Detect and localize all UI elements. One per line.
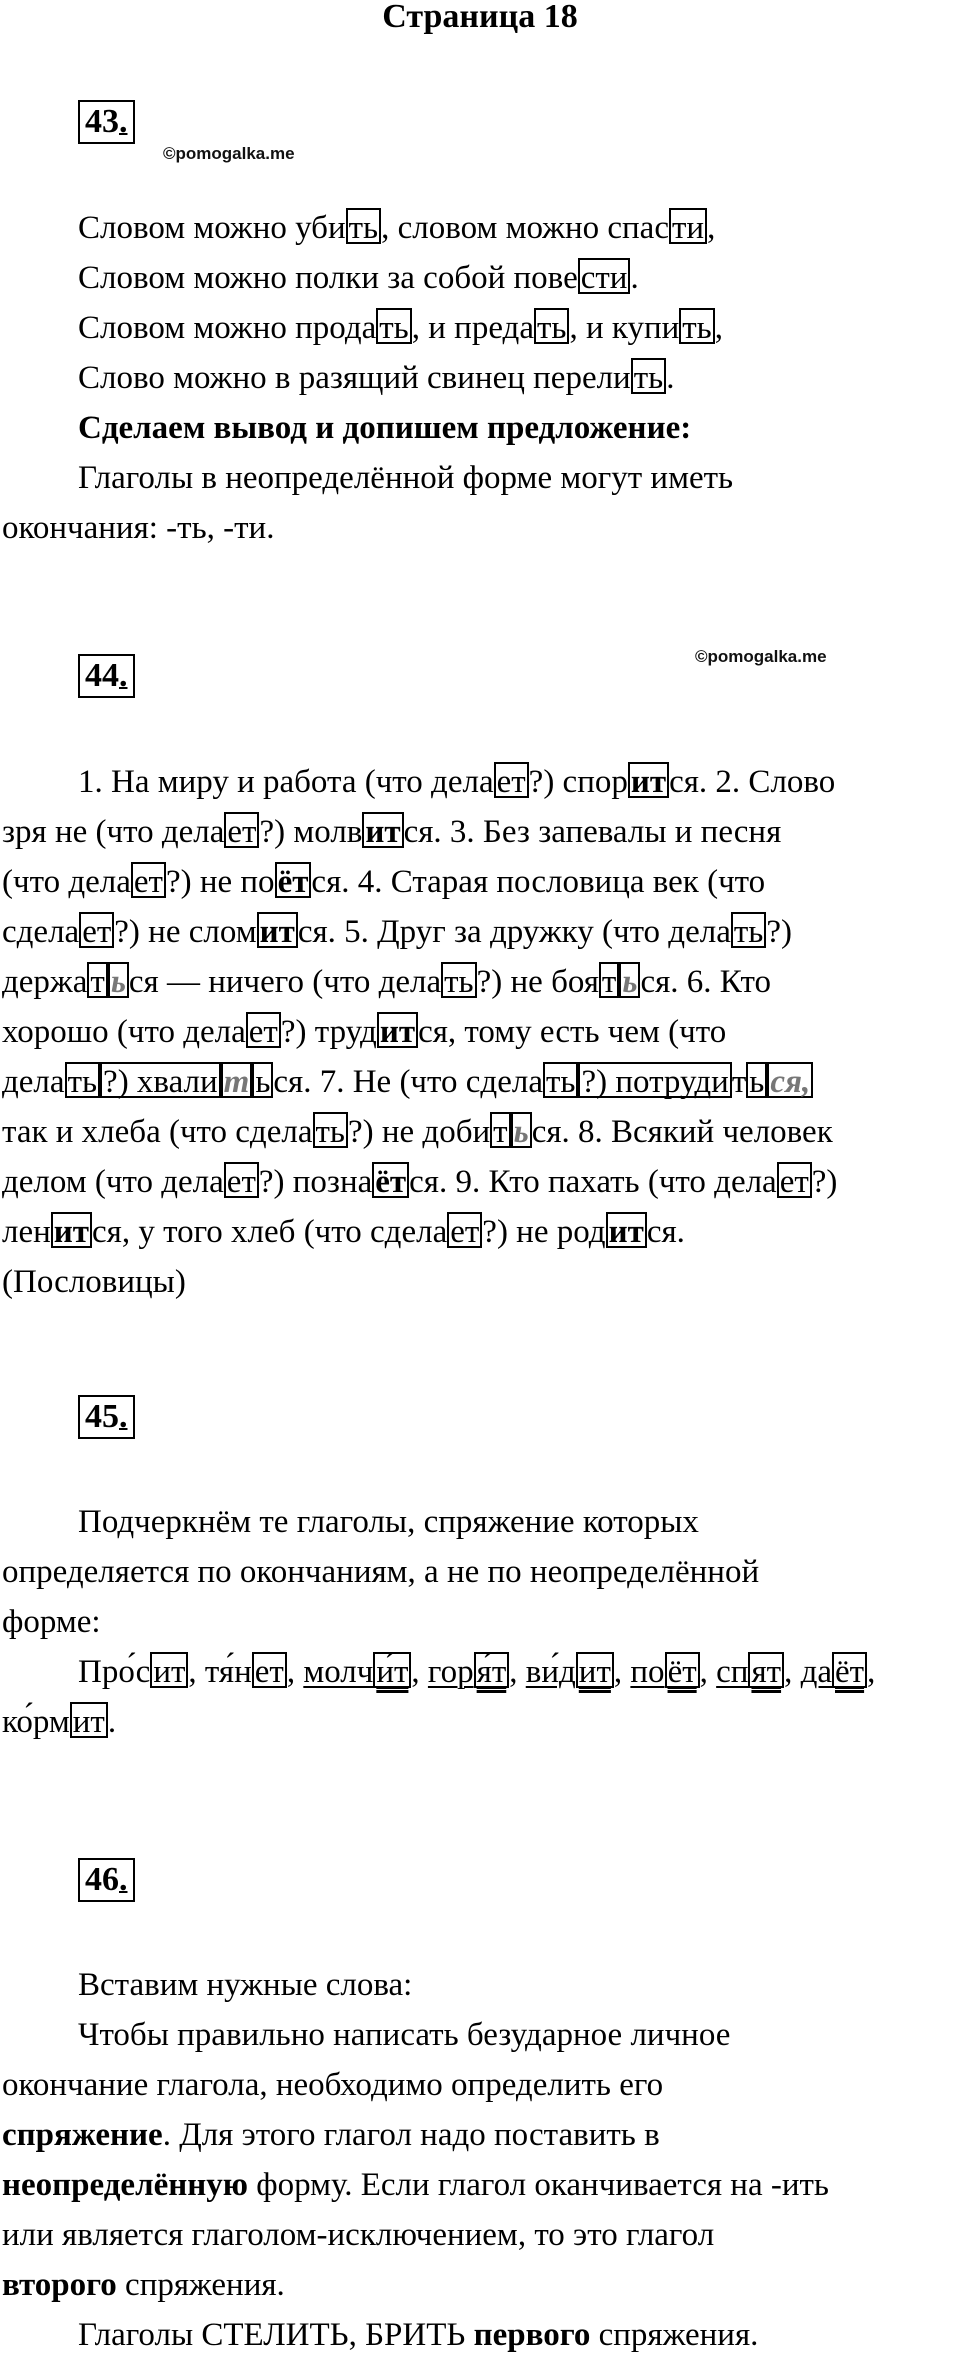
text: Глаголы СТЕЛИТЬ, БРИТЬ — [78, 2317, 474, 2353]
ending-box: ет — [246, 1012, 281, 1048]
ex46-line: окончание глагола, необходимо определить его — [2, 2067, 664, 2103]
proverb-line — [2, 1257, 186, 1307]
bold-term: спряжение — [2, 2117, 163, 2153]
text: ?) не доби — [347, 1114, 491, 1150]
text: Слово можно в разящий свинец перели — [78, 360, 631, 396]
bold-term: неопределённую — [2, 2167, 248, 2203]
punct: . — [107, 1704, 117, 1740]
text: хорошо (что дела — [2, 1014, 246, 1050]
ending-box: ть — [65, 1062, 100, 1098]
poem-line — [78, 353, 674, 403]
verb — [716, 1654, 784, 1690]
verb-stem: гор — [427, 1654, 474, 1690]
ending-box: ёт — [832, 1652, 867, 1688]
text: ся. 3. Без запевалы и песня — [403, 814, 782, 850]
punct: , — [784, 1654, 801, 1690]
ending-box: ь — [746, 1062, 767, 1098]
punct: , — [509, 1654, 526, 1690]
verb — [801, 1654, 868, 1690]
watermark: ©pomogalka.me — [695, 647, 827, 666]
ex46-line — [2, 2110, 660, 2160]
page-title: Страница 18 — [382, 0, 578, 35]
text: (что дела — [2, 864, 131, 900]
ex46-line: или является глаголом-исключением, то это глагол — [2, 2217, 715, 2253]
ending-box: ?) хвали — [100, 1062, 221, 1098]
verb-stem: сп — [716, 1654, 749, 1690]
text: ся. 7. Не (что сдела — [273, 1064, 543, 1100]
ex45-line: Подчеркнём те глаголы, спряжение которых — [78, 1504, 699, 1540]
soft-sign-box: ь — [619, 962, 640, 998]
text: ?) — [811, 1164, 838, 1200]
ex46-intro: Вставим нужные слова: — [78, 1967, 413, 2003]
bold-term: первого — [473, 2317, 591, 2353]
text: т — [731, 1064, 747, 1100]
text: . — [630, 260, 639, 296]
verb-stem: по — [630, 1654, 665, 1690]
text: , — [707, 210, 716, 246]
verbs-line — [2, 1697, 116, 1747]
ending-box: т — [87, 962, 107, 998]
text: , словом можно спас — [381, 210, 669, 246]
text: ся. 6. Кто — [640, 964, 772, 1000]
ending-box: ть — [346, 208, 381, 244]
ending-box: ет — [447, 1212, 482, 1248]
conclusion-line: окончания: -ть, -ти. — [2, 510, 275, 546]
text: спряжения. — [590, 2317, 759, 2353]
text: сдела — [2, 914, 80, 950]
ending-box: ит — [377, 1012, 418, 1048]
proverb-line — [2, 907, 792, 957]
text: ?) позна — [258, 1164, 373, 1200]
text: ся. 2. Слово — [669, 764, 836, 800]
proverb-line — [2, 807, 781, 857]
text: ?) не род — [482, 1214, 606, 1250]
conclusion-heading — [78, 403, 691, 453]
text: . — [666, 360, 675, 396]
bold-term: второго — [2, 2267, 117, 2303]
ending-box: ит — [70, 1702, 108, 1738]
ending-box: ит — [576, 1652, 614, 1688]
punct: , — [613, 1654, 631, 1690]
verb — [303, 1654, 411, 1690]
ending-box: ит — [628, 762, 669, 798]
conclusion-line: Глаголы в неопределённой форме могут иметь — [78, 460, 734, 496]
verbs-line — [78, 1647, 875, 1697]
text: ?) труд — [280, 1014, 377, 1050]
ending-box: ть — [679, 308, 714, 344]
punct: , — [411, 1654, 428, 1690]
punct: , — [286, 1654, 304, 1690]
text: ?) не слом — [114, 914, 257, 950]
verb-stem: Про́с — [78, 1654, 151, 1690]
ending-box: ть — [313, 1112, 348, 1148]
text: делом (что дела — [2, 1164, 224, 1200]
ending-box: ти — [669, 208, 707, 244]
verb-stem: тя́н — [204, 1654, 252, 1690]
text: , и преда — [411, 310, 534, 346]
verb-stem: ко́рм — [2, 1704, 70, 1740]
proverb-line — [2, 1057, 813, 1107]
proverb-line — [2, 1207, 685, 1257]
verb — [526, 1654, 614, 1690]
text: ся. — [646, 1214, 685, 1250]
verb-stem: да — [800, 1654, 832, 1690]
text: , — [714, 310, 723, 346]
ending-box: т — [490, 1112, 510, 1148]
text: ся. 4. Старая пословица век (что — [311, 864, 766, 900]
text: ?) не по — [165, 864, 275, 900]
ending-box: ет — [131, 862, 166, 898]
text: ?) не боя — [476, 964, 599, 1000]
ex46-line — [2, 2160, 829, 2210]
text: ся. 9. Кто пахать (что дела — [409, 1164, 777, 1200]
punct: , — [699, 1654, 717, 1690]
ending-box: ёт — [665, 1652, 700, 1688]
text: ся — ничего (что дела — [128, 964, 442, 1000]
ending-box: ит — [257, 912, 298, 948]
ending-box: ет — [224, 812, 259, 848]
proverb-line — [2, 1107, 833, 1157]
ending-box: ит — [362, 812, 403, 848]
text: , и купи — [569, 310, 680, 346]
exercise-number-text: 46 — [85, 1861, 119, 1898]
proverb-line — [78, 757, 835, 807]
text: ся, у того хлеб (что сдела — [92, 1214, 448, 1250]
text: зря не (что дела — [2, 814, 225, 850]
exercise-number-text: 45 — [85, 1398, 119, 1435]
ending-box: ть — [543, 1062, 578, 1098]
ending-box: ит — [51, 1212, 92, 1248]
text: ся. 8. Всякий человек — [531, 1114, 833, 1150]
ending-box: ть — [376, 308, 411, 344]
exercise-number-46: 46. — [78, 1858, 135, 1902]
soft-sign-box: ся, — [767, 1062, 813, 1098]
text: Словом можно полки за собой пове — [78, 260, 578, 296]
ending-box: ть — [731, 912, 766, 948]
punct: , — [867, 1654, 876, 1690]
punct: , — [188, 1654, 205, 1690]
soft-sign-box: ь — [511, 1112, 532, 1148]
ending-box: ет — [494, 762, 529, 798]
exercise-number-44: 44. — [78, 654, 135, 698]
ending-box: т — [599, 962, 619, 998]
ending-box: ит — [606, 1212, 647, 1248]
ending-box: ет — [252, 1652, 287, 1688]
soft-sign-box: т — [221, 1062, 253, 1098]
verb — [2, 1704, 108, 1740]
ending-box: ет — [224, 1162, 259, 1198]
ex45-line: определяется по окончаниям, а не по неопределённой — [2, 1554, 760, 1590]
exercise-number-text: 44 — [85, 657, 119, 694]
ex46-line: Чтобы правильно написать безударное личное — [78, 2017, 731, 2053]
text: Словом можно уби — [78, 210, 346, 246]
ending-box: ть — [441, 962, 476, 998]
text: ?) — [766, 914, 792, 950]
ex45-line: форме: — [2, 1604, 101, 1640]
proverb-line — [2, 857, 765, 907]
verb — [78, 1654, 188, 1690]
verb — [428, 1654, 509, 1690]
poem-line — [78, 253, 639, 303]
conclusion-heading-text: Сделаем вывод и допишем предложение: — [78, 410, 692, 446]
ending-box: и́т — [373, 1652, 411, 1688]
ending-box: я́т — [474, 1652, 510, 1688]
ending-box: ть — [631, 358, 666, 394]
ending-box: ь — [252, 1062, 273, 1098]
text: ?) молв — [259, 814, 363, 850]
poem-line — [78, 203, 715, 253]
ending-box: ёт — [372, 1162, 409, 1198]
verb — [205, 1654, 287, 1690]
exercise-number-43: 43. — [78, 100, 135, 144]
text: ?) спор — [528, 764, 628, 800]
text: ся. 5. Друг за дружку (что дела — [297, 914, 731, 950]
proverb-line — [2, 1157, 837, 1207]
ex46-line — [78, 2310, 758, 2360]
exercise-number-45: 45. — [78, 1395, 135, 1439]
soft-sign-box: ь — [108, 962, 129, 998]
text: . Для этого глагол надо поставить в — [162, 2117, 660, 2153]
proverb-line — [2, 957, 771, 1007]
text: держа — [2, 964, 88, 1000]
proverb-line — [2, 1007, 726, 1057]
text: форму. Если глагол оканчивается на -ить — [248, 2167, 829, 2203]
exercise-number-text: 43 — [85, 103, 119, 140]
text: лен — [2, 1214, 51, 1250]
text: Словом можно прода — [78, 310, 377, 346]
ending-box: ет — [79, 912, 114, 948]
watermark: ©pomogalka.me — [163, 144, 295, 163]
ending-box: сти — [578, 258, 631, 294]
text: 1. На миру и работа (что дела — [78, 764, 494, 800]
text: так и хлеба (что сдела — [2, 1114, 313, 1150]
verb-stem: молч — [303, 1654, 374, 1690]
verb — [630, 1654, 699, 1690]
verb-stem: ви́д — [525, 1654, 576, 1690]
text: спряжения. — [116, 2267, 285, 2303]
ending-box: ет — [777, 1162, 812, 1198]
ending-box: ят — [748, 1652, 784, 1688]
text: дела — [2, 1064, 65, 1100]
ex46-line — [2, 2260, 285, 2310]
text: ся, тому есть чем (что — [418, 1014, 727, 1050]
ending-box: ?) потруди — [578, 1062, 731, 1098]
poem-line — [78, 303, 723, 353]
text: (Пословицы) — [2, 1264, 186, 1300]
ending-box: ит — [150, 1652, 188, 1688]
ending-box: ть — [534, 308, 569, 344]
ending-box: ёт — [275, 862, 312, 898]
